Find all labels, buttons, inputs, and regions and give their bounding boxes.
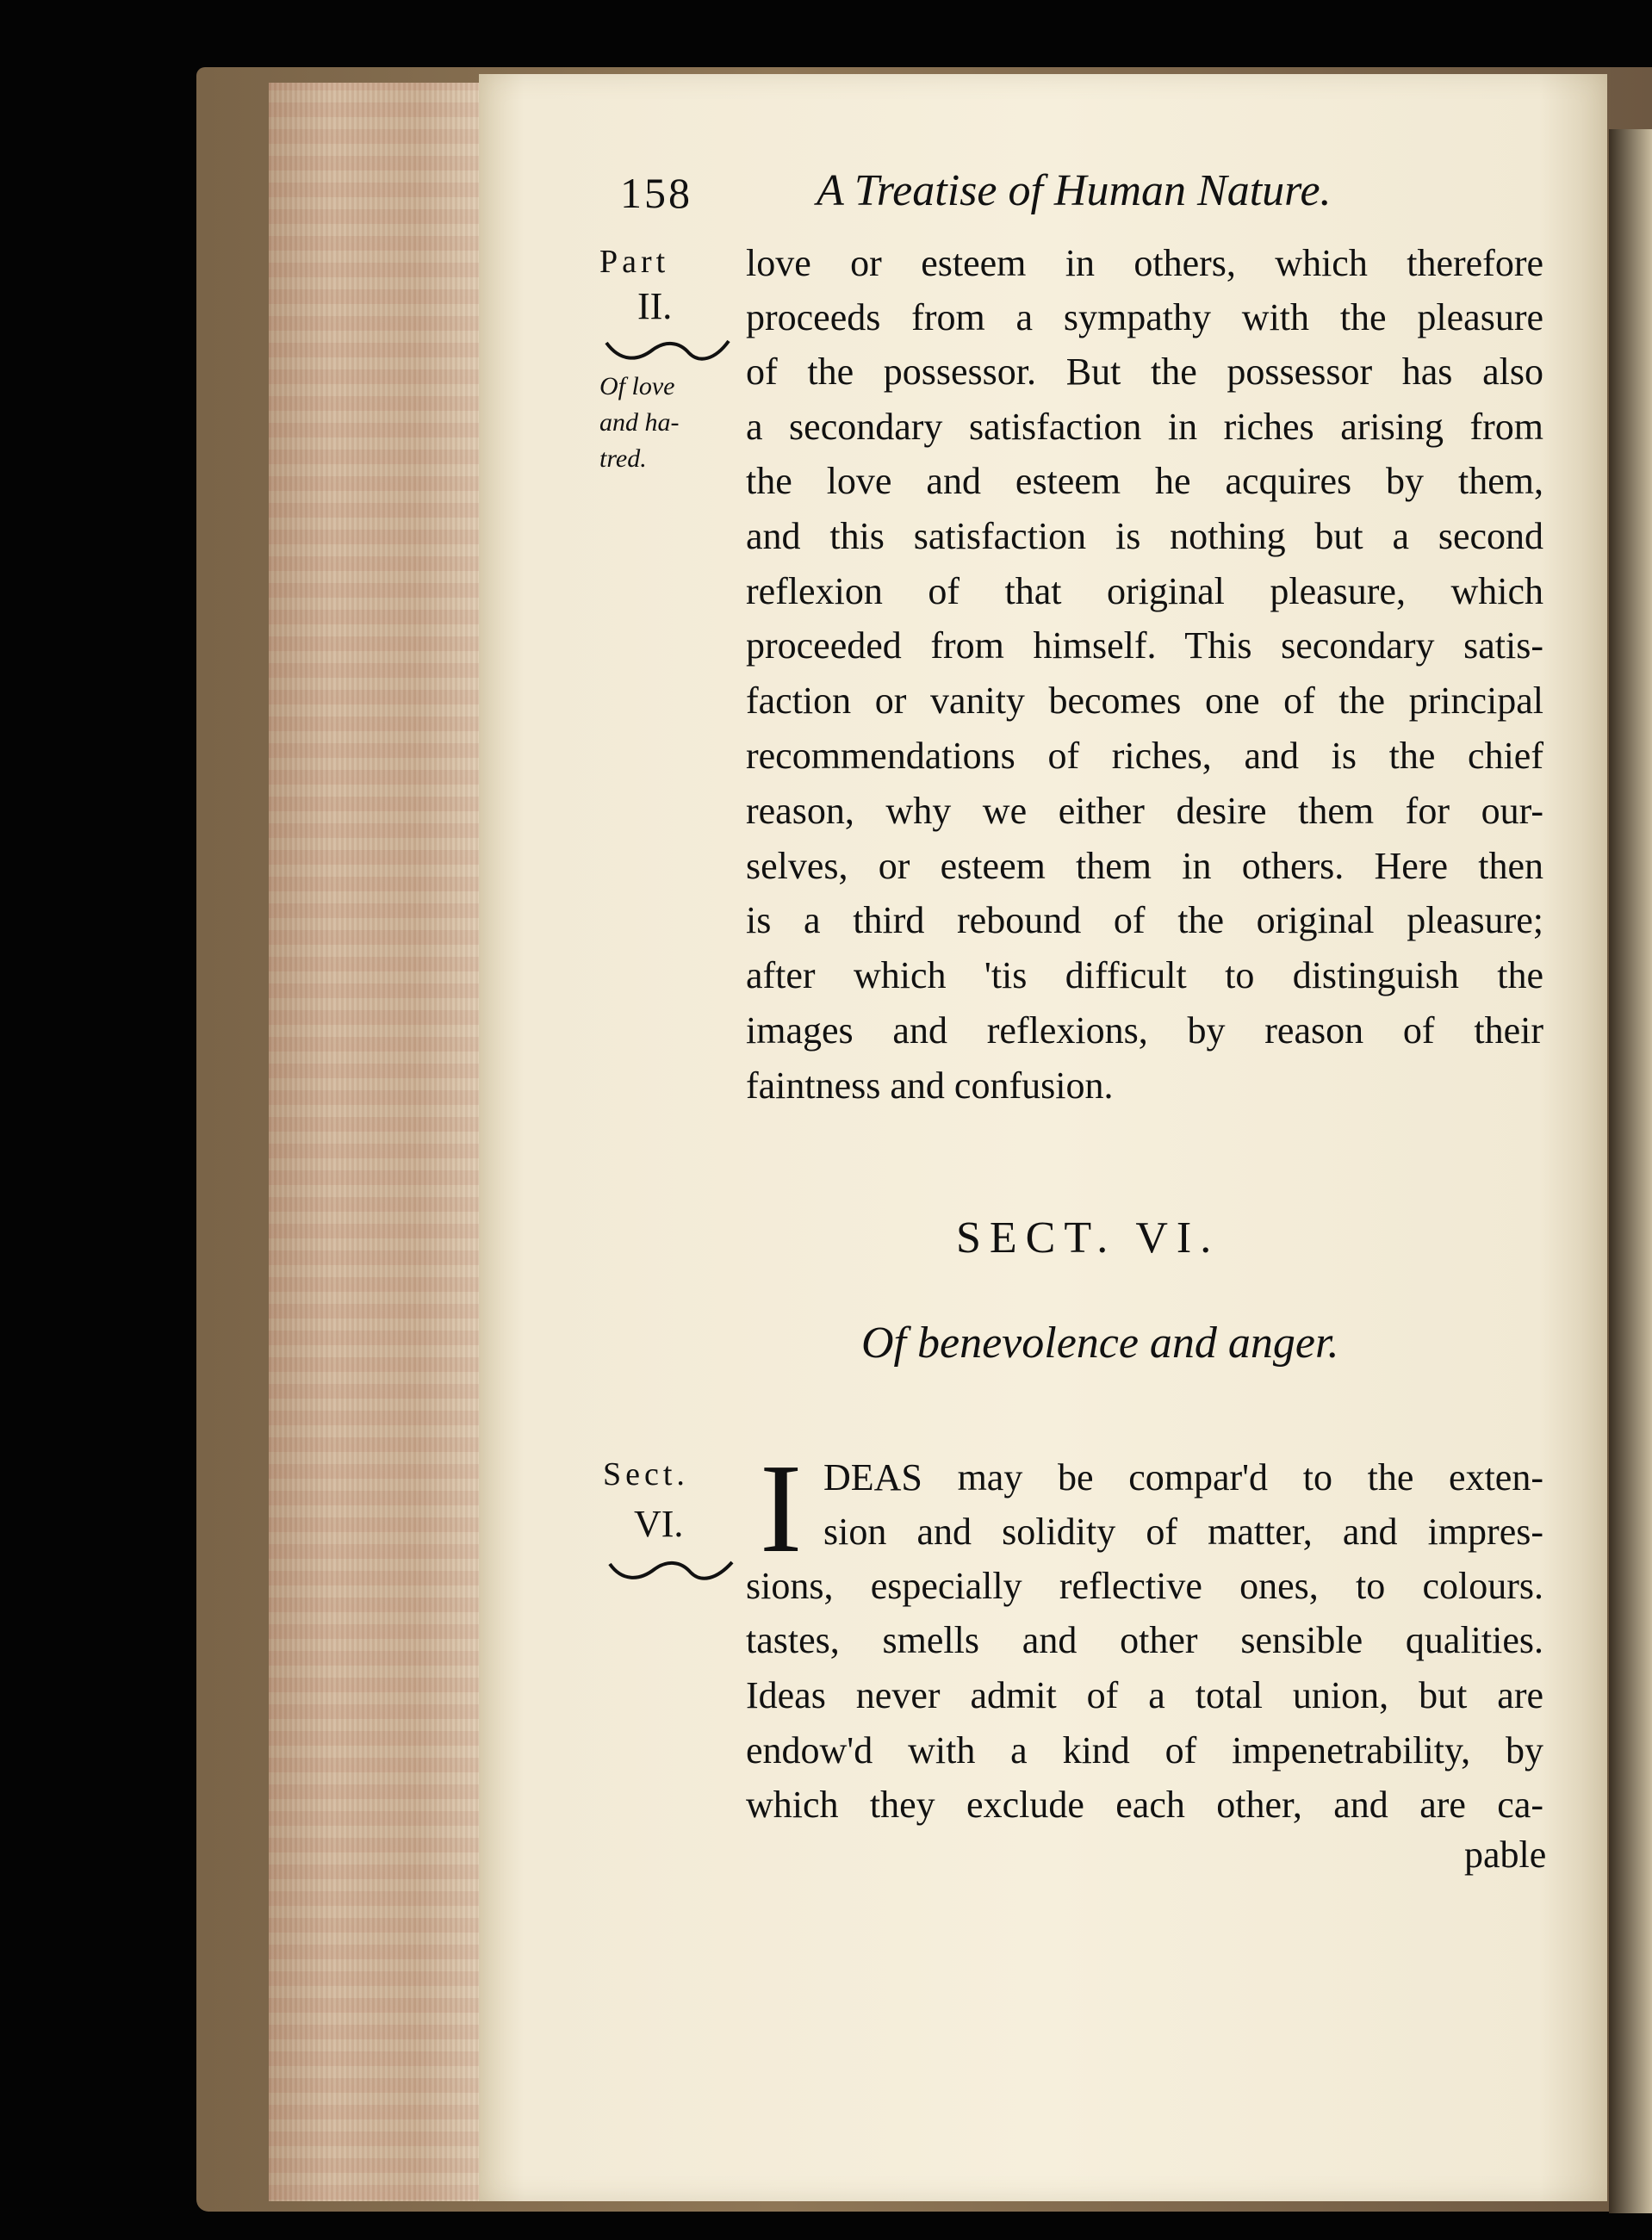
text-line: recommendations of riches, and is the chief [746, 735, 1543, 777]
text-line: Ideas never admit of a total union, but are [746, 1674, 1543, 1716]
text-line: endow'd with a kind of impenetrability, by [746, 1729, 1543, 1772]
text-line: love or esteem in others, which therefore [746, 242, 1543, 284]
text-line: reflexion of that original pleasure, which [746, 570, 1543, 612]
text-line: sion and solidity of matter, and impres- [823, 1511, 1543, 1553]
text-line: reason, why we either desire them for our- [746, 790, 1543, 832]
margin-part-number: II. [637, 285, 673, 327]
margin-topic-line3: tred. [599, 444, 647, 473]
drop-cap: I [760, 1438, 803, 1579]
text-line: faction or vanity becomes one of the principal [746, 679, 1543, 722]
text-line: the love and esteem he acquires by them, [746, 460, 1543, 502]
flourish-ornament [606, 1555, 736, 1586]
text-line: after which 'tis difficult to distinguish the [746, 954, 1543, 996]
margin-part-label: Part [599, 244, 670, 280]
flourish-ornament [603, 336, 732, 367]
page-block-edge [269, 83, 481, 2201]
text-line: faintness and confusion. [746, 1064, 1114, 1107]
running-title: A Treatise of Human Nature. [817, 166, 1332, 215]
text-line: proceeded from himself. This secondary satis- [746, 624, 1543, 667]
text-line: a secondary satisfaction in riches arising from [746, 406, 1543, 448]
text-line: is a third rebound of the original pleasure; [746, 899, 1543, 941]
text-line: which they exclude each other, and are ca- [746, 1784, 1543, 1826]
margin-topic-line1: Of love [599, 372, 675, 400]
text-line: of the possessor. But the possessor has also [746, 351, 1543, 393]
text-line: selves, or esteem them in others. Here then [746, 845, 1543, 887]
facing-page-edge [1609, 129, 1652, 2213]
text-line: tastes, smells and other sensible qualities. [746, 1619, 1543, 1661]
text-line: DEAS may be compar'd to the exten- [823, 1456, 1543, 1499]
catchword: pable [1464, 1834, 1547, 1876]
section-title: Of benevolence and anger. [861, 1319, 1339, 1368]
margin-sect-label: Sect. [603, 1456, 689, 1492]
text-line: sions, especially reflective ones, to colours. [746, 1565, 1543, 1607]
text-line: proceeds from a sympathy with the pleasure [746, 296, 1543, 338]
page-number: 158 [620, 169, 692, 217]
text-line: and this satisfaction is nothing but a second [746, 515, 1543, 557]
text-line: images and reflexions, by reason of their [746, 1009, 1543, 1052]
margin-topic-line2: and ha- [599, 408, 680, 437]
margin-sect-number: VI. [634, 1503, 684, 1545]
section-heading: SECT. VI. [956, 1213, 1220, 1263]
